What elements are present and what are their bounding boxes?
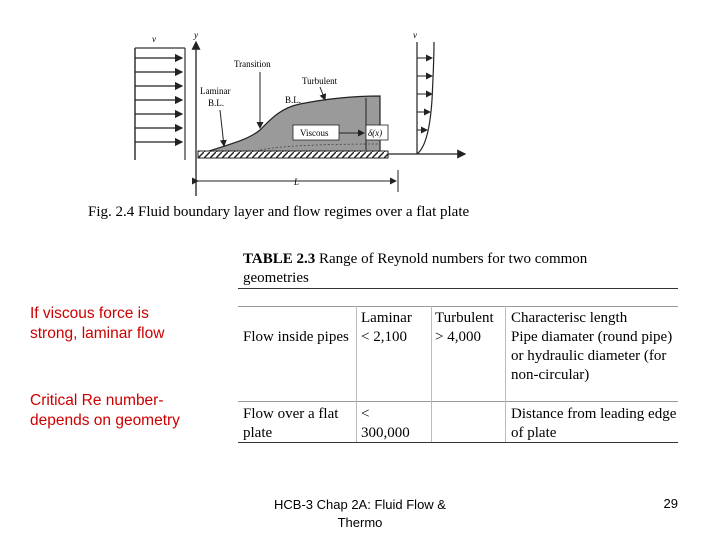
table-row-plate-length: Distance from leading edge of plate — [511, 406, 677, 441]
table-row-pipe-geometry: Flow inside pipes — [243, 329, 349, 345]
table-header-rule — [238, 306, 678, 307]
boundary-layer-diagram — [120, 20, 480, 200]
label-length: L — [294, 177, 300, 187]
label-bl-right: B.L. — [285, 95, 302, 105]
table-title-text: Range of Reynold numbers for two common geometries — [243, 251, 588, 286]
table-row-pipe-turbulent: > 4,000 — [435, 329, 481, 345]
table-row-rule — [238, 401, 678, 402]
label-viscous: Viscous — [300, 128, 329, 138]
label-y: y — [194, 30, 198, 40]
page-number: 29 — [663, 496, 678, 511]
label-transition: Transition — [234, 59, 271, 69]
label-v-right: v — [413, 30, 417, 40]
table-row-plate-geometry: Flow over a flat plate — [243, 406, 339, 441]
flat-plate — [198, 151, 388, 158]
slide-footer: HCB-3 Chap 2A: Fluid Flow & Thermo — [274, 497, 446, 530]
turbulent-velocity-profile — [417, 42, 434, 154]
label-turbulent: Turbulent — [302, 76, 338, 86]
table-header-turbulent: Turbulent — [435, 310, 494, 326]
table-title-number: TABLE 2.3 — [243, 251, 316, 267]
note-critical-re: Critical Re number- depends on geometry — [30, 392, 180, 429]
inflow-arrows — [135, 58, 182, 142]
label-bl-left: B.L. — [208, 98, 225, 108]
table-row-pipe-laminar: < 2,100 — [361, 329, 407, 345]
label-v-left: v — [152, 34, 156, 44]
table-top-rule — [238, 288, 678, 289]
figure-caption: Fig. 2.4 Fluid boundary layer and flow regimes over a flat plate — [88, 204, 470, 220]
table-header-length: Characterisc length — [511, 310, 628, 326]
label-laminar: Laminar — [200, 86, 231, 96]
label-delta: δ(x) — [368, 128, 383, 138]
table-row-pipe-length: Pipe diamater (round pipe) or hydraulic diameter (for non-circular) — [511, 329, 673, 383]
note-viscous-force: If viscous force is strong, laminar flow — [30, 305, 165, 342]
table-title — [243, 250, 643, 288]
table-header-laminar: Laminar — [361, 310, 412, 326]
table-row-plate-laminar: < 300,000 — [361, 406, 410, 441]
